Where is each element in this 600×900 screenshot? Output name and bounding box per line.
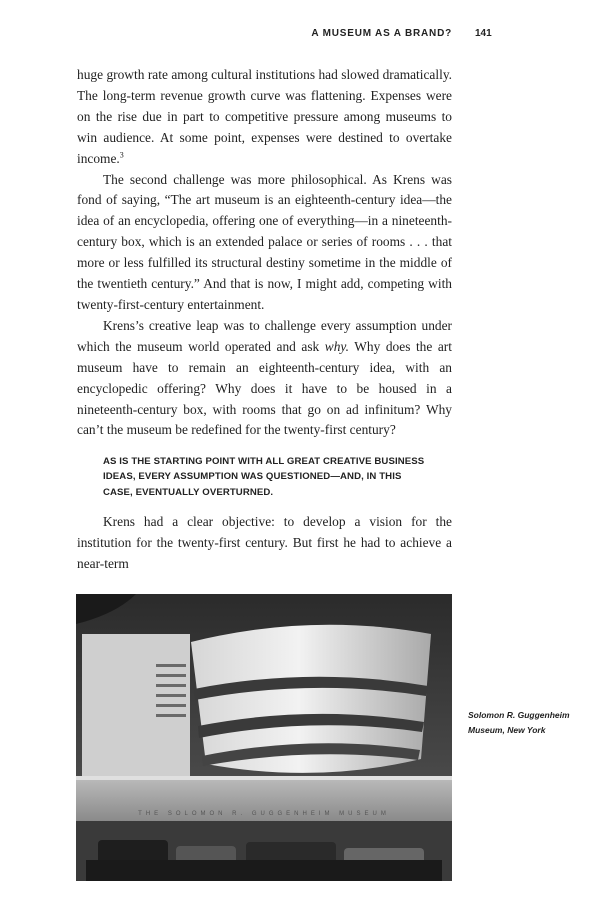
- paragraph-3-text-b: Why does the art museum have to remain an eighteenth-century idea, with an encyclopedic offering? Why does it have to be housed in a nineteenth-century box, with rooms that go on ad infinitum? Why can’t the museum be redefined for the twenty-first century?: [77, 338, 452, 438]
- running-head: A MUSEUM AS A BRAND?: [311, 28, 452, 39]
- page-number: 141: [475, 28, 492, 39]
- body-text-bottom: [77, 512, 452, 575]
- paragraph-3: [77, 316, 452, 441]
- paragraph-2: The second challenge was more philosophical. As Krens was fond of saying, “The art museum is an eighteenth-century idea—the idea of an encyclopedia, offering one of everything—in a nineteenth-century box, which is an extended palace or series of rooms . . . that more or less fulfilled its structural destiny sometime in the middle of the twentieth century.” And that is now, I might add, competing with twenty-first-century entertainment.: [77, 171, 452, 312]
- pull-quote: AS IS THE STARTING POINT WITH ALL GREAT CREATIVE BUSINESS IDEAS, EVERY ASSUMPTION WAS QUESTIONED—AND, IN THIS CASE, EVENTUALLY OVERTURNED.: [103, 456, 425, 498]
- caption-line-2: Museum, New York: [468, 725, 546, 735]
- guggenheim-photo: [76, 594, 452, 881]
- caption-line-1: Solomon R. Guggenheim: [468, 710, 570, 720]
- facade-lettering: THE SOLOMON R. GUGGENHEIM MUSEUM: [138, 811, 390, 817]
- photo-caption: [468, 708, 578, 738]
- paragraph-4: Krens had a clear objective: to develop a vision for the institution for the twenty-first century. But first he had to achieve a near-term: [77, 514, 452, 571]
- paragraph-1-text: huge growth rate among cultural institutions had slowed dramatically. The long-term revenue growth curve was flattening. Expenses were on the rise due in part to competitive pressure among museums to win audience. At some point, expenses were destined to overtake income.: [77, 67, 452, 166]
- body-text-top: [77, 65, 452, 441]
- paragraph-3-text-a: Krens’s creative leap was to challenge every assumption under which the museum world operated and ask: [77, 317, 452, 354]
- paragraph-1: [77, 65, 452, 170]
- footnote-marker: 3: [119, 150, 124, 160]
- paragraph-3-emphasis: why.: [324, 338, 349, 354]
